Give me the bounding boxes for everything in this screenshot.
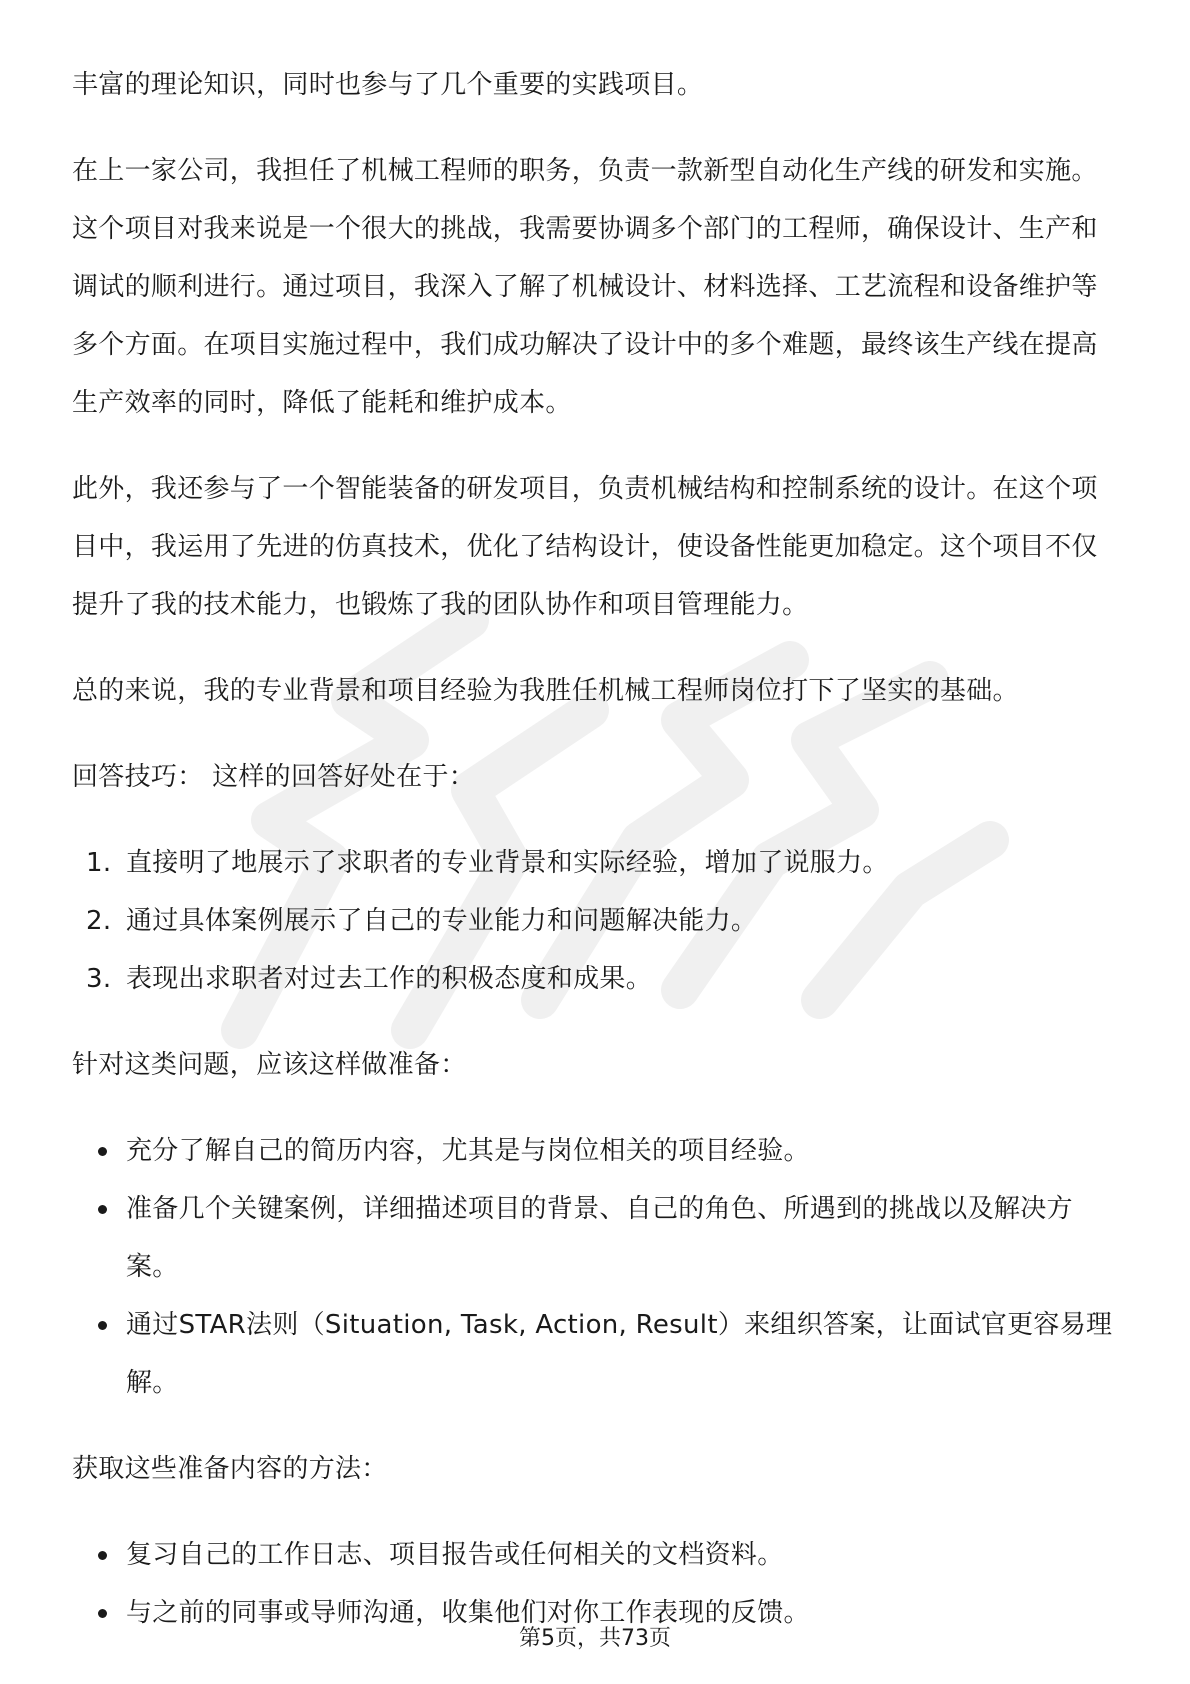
list-item-text: 表现出求职者对过去工作的积极态度和成果。: [126, 964, 653, 994]
bullet-icon: [98, 1147, 107, 1156]
preparation-list: [72, 1122, 1118, 1412]
list-item-text: 通过具体案例展示了自己的专业能力和问题解决能力。: [126, 906, 758, 936]
list-number: 3.: [86, 964, 112, 994]
list-number: 2.: [86, 906, 112, 936]
list-item-text: 与之前的同事或导师沟通，收集他们对你工作表现的反馈。: [126, 1598, 810, 1628]
preparation-heading: 针对这类问题，应该这样做准备：: [72, 1050, 467, 1080]
list-item: [72, 834, 1118, 892]
answer-tips-list: [72, 834, 1118, 1008]
list-item: [72, 1526, 1118, 1584]
bullet-icon: [98, 1321, 107, 1330]
page-number: 第5页，共73页: [519, 1626, 671, 1651]
methods-heading: 获取这些准备内容的方法：: [72, 1454, 388, 1484]
bullet-icon: [98, 1609, 107, 1618]
list-item: [72, 1122, 1118, 1180]
paragraph-intro-continued: 丰富的理论知识，同时也参与了几个重要的实践项目。: [72, 70, 704, 100]
list-item: [72, 892, 1118, 950]
bullet-icon: [98, 1551, 107, 1560]
list-item-text: 直接明了地展示了求职者的专业背景和实际经验，增加了说服力。: [126, 848, 889, 878]
list-item: [72, 950, 1118, 1008]
list-item-text: 复习自己的工作日志、项目报告或任何相关的文档资料。: [126, 1540, 784, 1570]
answer-tips-heading: 回答技巧： 这样的回答好处在于：: [72, 762, 476, 792]
list-item-text: 通过STAR法则（Situation, Task, Action, Result）来组织答案，让面试官更容易理解。: [126, 1310, 1113, 1398]
paragraph-summary: 总的来说，我的专业背景和项目经验为我胜任机械工程师岗位打下了坚实的基础。: [72, 676, 1019, 706]
paragraph-smart-equipment: 此外，我还参与了一个智能装备的研发项目，负责机械结构和控制系统的设计。在这个项目中，我运用了先进的仿真技术，优化了结构设计，使设备性能更加稳定。这个项目不仅提升了我的技术能力，也锻炼了我的团队协作和项目管理能力。: [72, 474, 1098, 620]
list-item: [72, 1296, 1118, 1412]
list-item-text: 准备几个关键案例，详细描述项目的背景、自己的角色、所遇到的挑战以及解决方案。: [126, 1194, 1073, 1282]
list-number: 1.: [86, 848, 112, 878]
list-item: [72, 1180, 1118, 1296]
bullet-icon: [98, 1205, 107, 1214]
list-item-text: 充分了解自己的简历内容，尤其是与岗位相关的项目经验。: [126, 1136, 810, 1166]
document-body: [72, 56, 1118, 1670]
paragraph-previous-company: 在上一家公司，我担任了机械工程师的职务，负责一款新型自动化生产线的研发和实施。这个项目对我来说是一个很大的挑战，我需要协调多个部门的工程师，确保设计、生产和调试的顺利进行。通过项目，我深入了解了机械设计、材料选择、工艺流程和设备维护等多个方面。在项目实施过程中，我们成功解决了设计中的多个难题，最终该生产线在提高生产效率的同时，降低了能耗和维护成本。: [72, 156, 1098, 418]
